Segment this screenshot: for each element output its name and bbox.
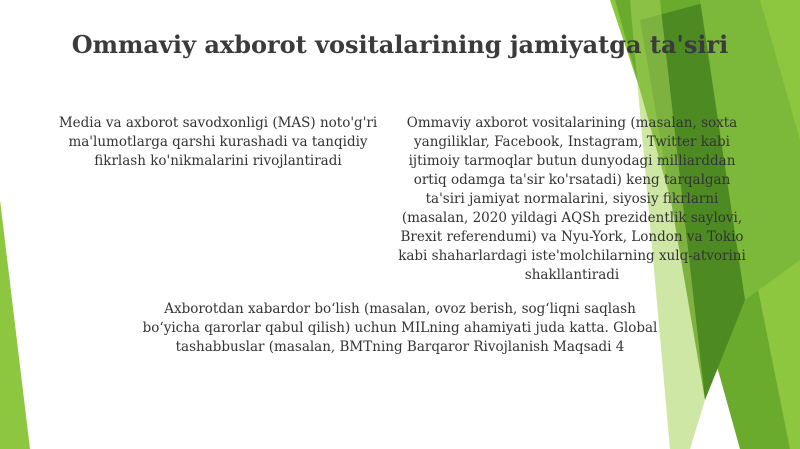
- left-green-stripe: [0, 200, 30, 449]
- bottom-text-block: Axborotdan xabardor boʻlish (masalan, ovoz berish, sogʻliqni saqlash boʻyicha qarorlar qabul qilish) uchun MILning ahamiyati juda katta. Global tashabbuslar (masalan, BMTning Barqaror Rivojlanish Maqsadi 4: [142, 301, 658, 355]
- right-text-block: Ommaviy axborot vositalarining (masalan, soxta yangiliklar, Facebook, Instagram, Twitter kabi ijtimoiy tarmoqlar butun dunyodagi milliarddan ortiq odamga ta'sir ko'rsatadi) keng tarqalgan ta'siri jamiyat normalarini, siyosiy fikrlarni (masalan, 2020 yildagi AQSh prezidentlik saylovi, Brexit referendumi) va Nyu-York, London va Tokio kabi shaharlardagi iste'molchilarning xulq-atvorini shakllantiradi: [398, 115, 746, 283]
- left-text-block: Media va axborot savodxonligi (MAS) noto'g'ri ma'lumotlarga qarshi kurashadi va tanqidiy fikrlash ko'nikmalarini rivojlantiradi: [58, 115, 378, 169]
- slide-title: Ommaviy axborot vositalarining jamiyatga ta'siri: [71, 30, 729, 59]
